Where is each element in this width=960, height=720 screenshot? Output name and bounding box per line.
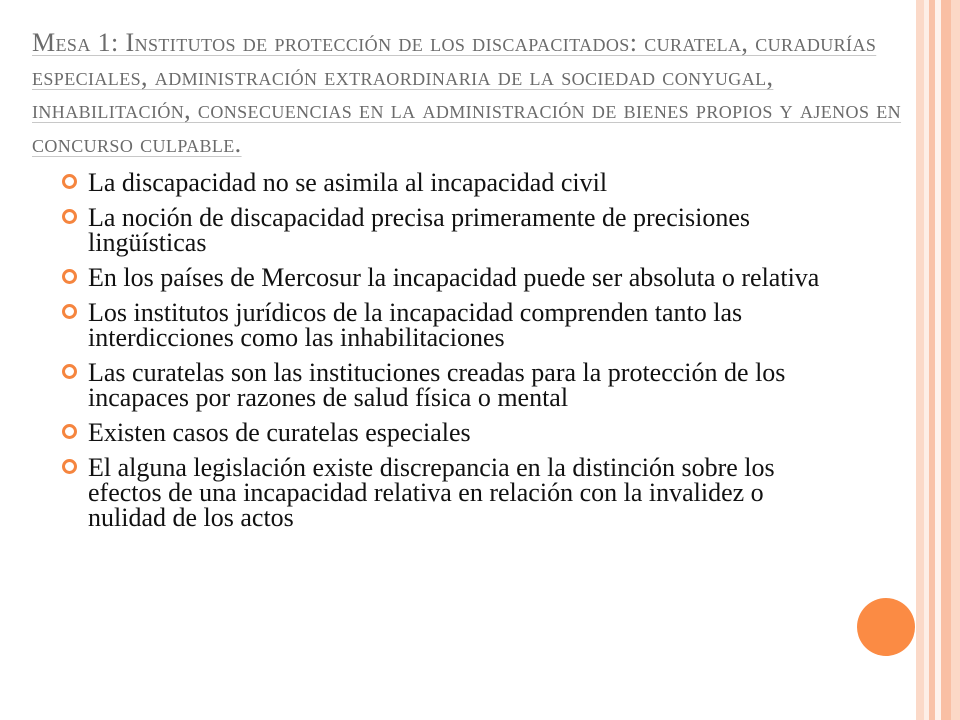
stripe-5	[941, 0, 951, 720]
bullet-item	[60, 360, 830, 410]
orange-circle-ring-icon	[60, 362, 79, 381]
bullet-item	[60, 170, 830, 195]
bullet-text: El alguna legislación existe discrepancia en la distinción sobre los efectos de una incapacidad relativa en relación con la invalidez o nulidad de los actos	[88, 453, 775, 532]
orange-circle-ring-icon	[60, 267, 79, 286]
bullet-item	[60, 300, 830, 350]
bullet-item	[60, 265, 830, 290]
orange-circle-ring-icon	[60, 457, 79, 476]
stripe-1	[916, 0, 924, 720]
bullet-item	[60, 205, 830, 255]
orange-circle-decoration	[857, 598, 915, 656]
orange-circle-ring-icon	[60, 422, 79, 441]
bullet-text: En los países de Mercosur la incapacidad puede ser absoluta o relativa	[88, 263, 820, 292]
orange-circle-ring-icon	[60, 172, 79, 191]
orange-circle-ring-icon	[60, 207, 79, 226]
bullet-text: Existen casos de curatelas especiales	[88, 418, 471, 447]
bullet-item	[60, 455, 830, 530]
bullet-item	[60, 420, 830, 445]
bullet-text: La discapacidad no se asimila al incapacidad civil	[88, 168, 608, 197]
bullet-text: La noción de discapacidad precisa primeramente de precisiones lingüísticas	[88, 203, 750, 257]
bullet-text: Las curatelas son las instituciones creadas para la protección de los incapaces por razones de salud física o mental	[88, 358, 786, 412]
slide-title: Mesa 1: Institutos de protección de los discapacitados: curatela, curadurías especiales, administración extraordinaria de la sociedad conyugal, inhabilitación, consecuencias en la administración de bienes propios y ajenos en concurso culpable.	[32, 28, 902, 158]
bullet-text: Los institutos jurídicos de la incapacidad comprenden tanto las interdicciones como las inhabilitaciones	[88, 298, 743, 352]
bullet-list	[60, 170, 830, 540]
stripe-6	[951, 0, 960, 720]
decorative-stripes	[916, 0, 960, 720]
orange-circle-ring-icon	[60, 302, 79, 321]
